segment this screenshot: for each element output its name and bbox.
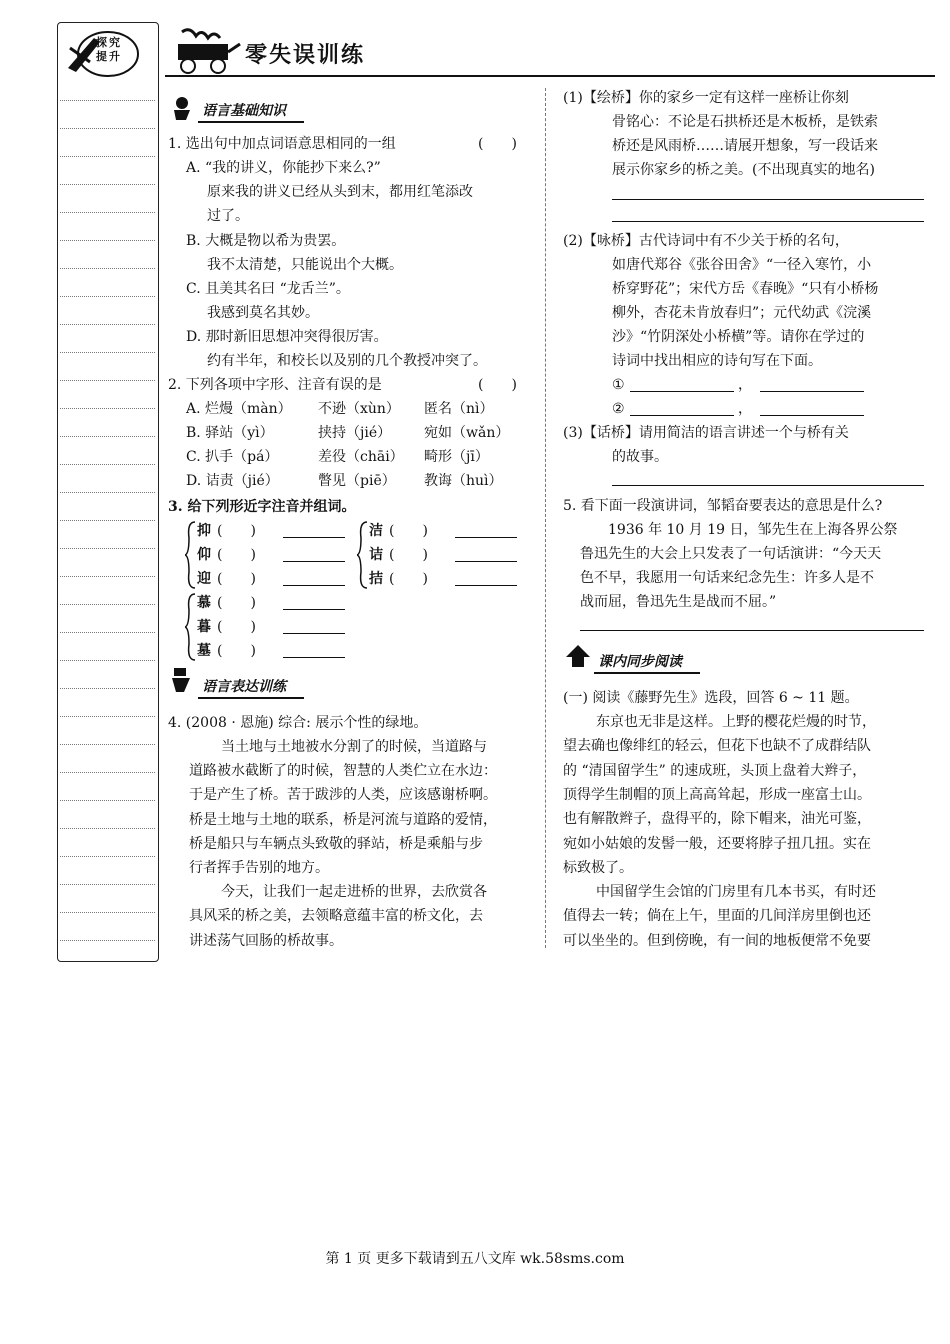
- passage-line: 也有解散辫子，盘得平的，除下帽来，油光可鉴，: [563, 811, 871, 828]
- badge-text: 探究提升: [96, 36, 122, 63]
- sidebar-note-line: [60, 884, 155, 885]
- q2-option: B. 驿站（yì）: [186, 425, 274, 441]
- column-divider: [545, 88, 546, 948]
- q2-option: 差役（chāi）: [318, 449, 404, 465]
- q2-option: 挟持（jié）: [318, 425, 392, 441]
- poem-mark-2: ②: [612, 401, 625, 417]
- poem-blank[interactable]: [760, 415, 864, 416]
- sidebar-note-line: [60, 912, 155, 913]
- q3-paren: ( ): [217, 571, 256, 587]
- sidebar-note-line: [60, 520, 155, 521]
- sidebar-note-line: [60, 436, 155, 437]
- bridge-task-line: 桥穿野花”；宋代方岳《春晚》“只有小桥杨: [612, 281, 879, 297]
- q1-line: D. 那时新旧思想冲突得很厉害。: [186, 329, 388, 345]
- section-mascot-icon: [168, 668, 194, 692]
- q4-line: 桥是船只与车辆点头致敬的驿站，桥是乘船与步: [189, 835, 483, 852]
- bridge-task-line: (2)【咏桥】古代诗词中有不少关于桥的名句，: [563, 233, 849, 249]
- q3-char: 慕: [197, 595, 211, 611]
- q2-option: 瞥见（piē）: [318, 473, 396, 489]
- sidebar-note-line: [60, 380, 155, 381]
- sidebar-note-line: [60, 576, 155, 577]
- q3-char: 洁: [369, 523, 383, 539]
- q4-line: 行者挥手告别的地方。: [189, 860, 329, 876]
- sidebar-note-line: [60, 240, 155, 241]
- q1-line: 原来我的讲义已经从头到末，都用红笔添改: [207, 184, 473, 200]
- q3-paren: ( ): [217, 547, 256, 563]
- answer-line[interactable]: [612, 485, 924, 486]
- bridge-task-line: 桥还是风雨桥……请展开想象，写一段话来: [612, 138, 878, 154]
- q3-char: 仰: [197, 547, 211, 563]
- q3-char: 墓: [197, 643, 211, 659]
- bridge-task-line: (1)【绘桥】你的家乡一定有这样一座桥让你刻: [563, 90, 849, 106]
- sidebar-note-line: [60, 772, 155, 773]
- title-rule: [165, 75, 935, 77]
- passage-line: 标致极了。: [563, 859, 633, 876]
- bridge-task-line: 沙》“竹阴深处小桥横”等。请你在学过的: [612, 329, 865, 345]
- q4-line: 道路被水截断了的时候，智慧的人类伫立在水边：: [189, 763, 497, 780]
- sidebar-note-line: [60, 296, 155, 297]
- sidebar-note-line: [60, 324, 155, 325]
- q3-char: 拮: [369, 571, 383, 587]
- section-reading: 课内同步阅读: [594, 651, 700, 674]
- q3-char: 诘: [369, 547, 383, 563]
- answer-blank[interactable]: [455, 561, 517, 562]
- poem-blank[interactable]: [630, 415, 734, 416]
- answer-blank[interactable]: [283, 537, 345, 538]
- q3-paren: ( ): [217, 595, 256, 611]
- q2-paren: ( ): [478, 377, 517, 393]
- poem-blank[interactable]: [630, 391, 734, 392]
- section-mascot-icon: [168, 96, 194, 120]
- q1-line: 过了。: [207, 208, 249, 224]
- q3-paren: ( ): [389, 571, 428, 587]
- bridge-task-line: 如唐代郑谷《张谷田舍》“一径入寒竹，小: [612, 257, 872, 273]
- q2-option: 匿名（nì）: [424, 401, 494, 417]
- q1-line: 约有半年，和校长以及别的几个教授冲突了。: [207, 353, 487, 369]
- answer-blank[interactable]: [283, 561, 345, 562]
- answer-blank[interactable]: [283, 609, 345, 610]
- bridge-task-line: 诗词中找出相应的诗句写在下面。: [612, 353, 822, 369]
- q1-line: 我不太清楚，只能说出个大概。: [207, 257, 403, 273]
- sidebar-note-line: [60, 184, 155, 185]
- sidebar-note-line: [60, 352, 155, 353]
- brace-icon: [357, 520, 369, 590]
- poem-comma: ，: [738, 377, 752, 393]
- section-expression: 语言表达训练: [198, 676, 304, 699]
- cart-logo-icon: [168, 26, 243, 76]
- passage-line: 可以坐坐的。但到傍晚，有一间的地板便常不免要: [563, 932, 871, 949]
- q3-char: 抑: [197, 523, 211, 539]
- q1-paren: ( ): [478, 136, 517, 152]
- poem-blank[interactable]: [760, 391, 864, 392]
- sidebar-note-line: [60, 408, 155, 409]
- answer-line[interactable]: [612, 199, 924, 200]
- q4-line: 讲述荡气回肠的桥故事。: [189, 932, 343, 949]
- q2-option: A. 烂熳（màn）: [186, 401, 292, 417]
- footer: 第 1 页 更多下载请到五八文库 wk.58sms.com: [325, 1251, 625, 1267]
- brace-icon: [185, 592, 197, 662]
- bridge-task-line: 的故事。: [612, 449, 668, 465]
- q4-line: 当土地与土地被水分割了的时候，当道路与: [221, 739, 487, 755]
- sidebar-note-line: [60, 828, 155, 829]
- brace-icon: [185, 520, 197, 590]
- q4-line: 于是产生了桥。苦于跋涉的人类，应该感谢桥啊。: [189, 787, 497, 804]
- passage-line: 宛如小姑娘的发髻一般，还要将脖子扭几扭。实在: [563, 835, 871, 852]
- page-title: 零失误训练: [245, 43, 366, 68]
- sidebar-note-line: [60, 744, 155, 745]
- passage-line: 东京也无非是这样。上野的樱花烂熳的时节，: [596, 714, 876, 730]
- q2-option: 教诲（huì）: [424, 473, 503, 489]
- q2-option: 宛如（wǎn）: [424, 425, 510, 441]
- bridge-task-line: 柳外，杏花未肯放春归”；元代幼武《浣溪: [612, 305, 872, 321]
- q3-stem: 3. 给下列形近字注音并组词。: [168, 499, 356, 515]
- q2-option: D. 诘责（jié）: [186, 473, 279, 489]
- q5-line: 鲁迅先生的大会上只发表了一句话演讲：“今天天: [580, 546, 882, 562]
- passage-line: 值得去一转；倘在上午，里面的几间洋房里倒也还: [563, 908, 871, 925]
- section-mascot-icon: [564, 643, 590, 667]
- sidebar-note-line: [60, 548, 155, 549]
- bridge-task-line: 展示你家乡的桥之美。(不出现真实的地名): [612, 162, 875, 178]
- sidebar-note-line: [60, 464, 155, 465]
- q4-line: 今天，让我们一起走进桥的世界，去欣赏各: [221, 884, 487, 901]
- sidebar-note-line: [60, 604, 155, 605]
- q2-option: C. 扒手（pá）: [186, 449, 279, 465]
- q1-line: 我感到莫名其妙。: [207, 305, 319, 321]
- passage-line: 顶得学生制帽的顶上高高耸起，形成一座富士山。: [563, 786, 871, 803]
- sidebar-note-line: [60, 856, 155, 857]
- q3-paren: ( ): [217, 643, 256, 659]
- sidebar-note-line: [60, 660, 155, 661]
- q5-line: 5. 看下面一段演讲词，邹韬奋要表达的意思是什么?: [563, 498, 883, 514]
- sidebar-note-line: [60, 128, 155, 129]
- poem-comma: ，: [738, 401, 752, 417]
- passage-line: 的 “清国留学生” 的速成班，头顶上盘着大辫子，: [563, 762, 867, 779]
- sidebar-note-line: [60, 100, 155, 101]
- bridge-task-line: 骨铭心：不论是石拱桥还是木板桥，是铁索: [612, 114, 878, 130]
- sidebar-note-line: [60, 212, 155, 213]
- q3-paren: ( ): [217, 619, 256, 635]
- q4-line: 桥是土地与土地的联系，桥是河流与道路的爱情，: [189, 811, 497, 828]
- answer-blank[interactable]: [455, 585, 517, 586]
- sidebar-note-line: [60, 800, 155, 801]
- sidebar-note-line: [60, 716, 155, 717]
- q3-paren: ( ): [389, 523, 428, 539]
- section-basic: 语言基础知识: [198, 100, 304, 123]
- q2-stem: 2. 下列各项中字形、注音有误的是: [168, 377, 382, 393]
- sidebar-note-line: [60, 492, 155, 493]
- q5-line: 战而屈，鲁迅先生是战而不屈。”: [580, 594, 777, 610]
- q2-option: 畸形（jī）: [424, 449, 489, 465]
- passage-line: 望去确也像绯红的轻云，但花下也缺不了成群结队: [563, 738, 871, 755]
- sidebar-note-line: [60, 268, 155, 269]
- answer-blank[interactable]: [283, 633, 345, 634]
- q3-char: 暮: [197, 619, 211, 635]
- q2-option: 不逊（xùn）: [318, 401, 400, 417]
- q1-stem: 1. 选出句中加点词语意思相同的一组: [168, 136, 396, 152]
- q1-line: C. 且美其名曰 “龙舌兰”。: [186, 281, 350, 297]
- poem-mark-1: ①: [612, 377, 625, 393]
- badge: [64, 28, 144, 80]
- reading-intro: (一) 阅读《藤野先生》选段，回答 6 ~ 11 题。: [563, 690, 859, 706]
- passage-line: 中国留学生会馆的门房里有几本书买，有时还: [596, 884, 876, 901]
- answer-blank[interactable]: [455, 537, 517, 538]
- answer-blank[interactable]: [283, 657, 345, 658]
- sidebar-note-line: [60, 632, 155, 633]
- sidebar-note-line: [60, 940, 155, 941]
- q3-paren: ( ): [389, 547, 428, 563]
- q1-line: A. “我的讲义，你能抄下来么?”: [186, 160, 381, 176]
- q4-line: 具风采的桥之美，去领略意蕴丰富的桥文化，去: [189, 908, 483, 925]
- answer-line[interactable]: [612, 221, 924, 222]
- answer-blank[interactable]: [283, 585, 345, 586]
- q5-line: 1936 年 10 月 19 日，邹先生在上海各界公祭: [608, 522, 898, 538]
- sidebar-note-line: [60, 156, 155, 157]
- q4-stem: 4. (2008 · 恩施) 综合: 展示个性的绿地。: [168, 715, 428, 731]
- answer-line[interactable]: [580, 630, 924, 631]
- q1-line: B. 大概是物以希为贵罢。: [186, 233, 346, 249]
- q3-char: 迎: [197, 571, 211, 587]
- bridge-task-line: (3)【话桥】请用简洁的语言讲述一个与桥有关: [563, 425, 849, 441]
- q5-line: 色不早，我愿用一句话来纪念先生：许多人是不: [580, 570, 874, 586]
- sidebar-note-line: [60, 688, 155, 689]
- q3-paren: ( ): [217, 523, 256, 539]
